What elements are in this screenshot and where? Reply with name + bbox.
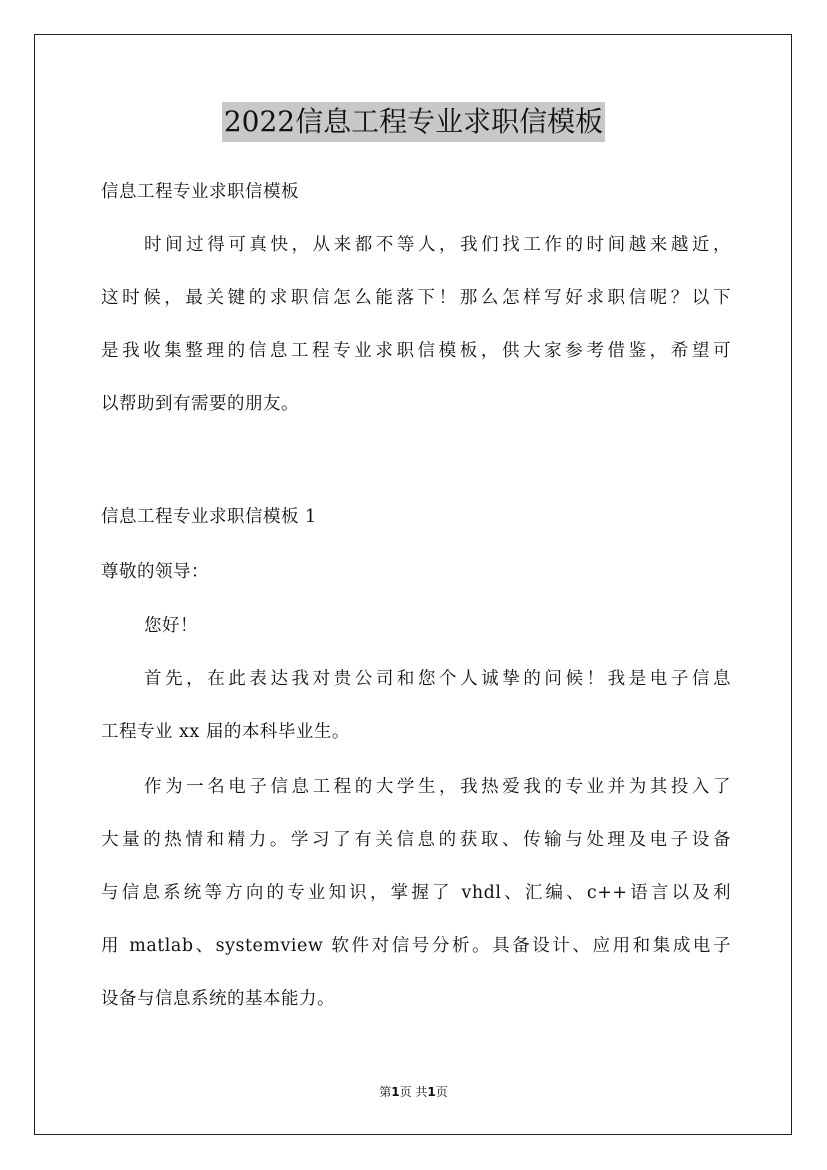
- footer-page-total: 1: [427, 1085, 436, 1099]
- intro-line-2: 这时候，最关键的求职信怎么能落下！那么怎样写好求职信呢？以下: [101, 288, 731, 308]
- document-title: 2022信息工程专业求职信模板: [222, 102, 605, 142]
- footer-page-suffix: 页: [435, 1085, 448, 1099]
- para2-line-1: 作为一名电子信息工程的大学生，我热爱我的专业并为其投入了: [144, 777, 731, 797]
- intro-line-3: 是我收集整理的信息工程专业求职信模板，供大家参考借鉴，希望可: [101, 341, 731, 361]
- para2-line-3: 与信息系统等方向的专业知识，掌握了 vhdl、汇编、c++语言以及利: [101, 883, 731, 903]
- greeting: [101, 600, 731, 653]
- para1-line-1: 首先，在此表达我对贵公司和您个人诚挚的问候！我是电子信息: [144, 669, 731, 689]
- intro-line-1: 时间过得可真快，从来都不等人，我们找工作的时间越来越近，: [144, 235, 731, 255]
- salutation-line: 尊敬的领导：: [101, 562, 209, 582]
- footer-page-number: 1: [391, 1085, 400, 1099]
- section-title-line: 信息工程专业求职信模板 1: [101, 507, 317, 527]
- para2-line-5: 设备与信息系统的基本能力。: [101, 989, 335, 1009]
- document-heading: [101, 166, 731, 219]
- greeting-line: 您好！: [144, 616, 198, 636]
- footer-page-mid: 页 共: [399, 1085, 428, 1099]
- footer-page-prefix: 第: [379, 1085, 392, 1099]
- para2-line-4: 用 matlab、systemview 软件对信号分析。具备设计、应用和集成电子: [101, 936, 731, 956]
- paragraph-1: [101, 653, 731, 759]
- intro-paragraph: [101, 219, 731, 431]
- heading-line: 信息工程专业求职信模板: [101, 182, 299, 202]
- para1-line-2: 工程专业 xx 届的本科毕业生。: [101, 722, 350, 742]
- section-title: [101, 491, 731, 544]
- title-container: [0, 102, 827, 142]
- paragraph-2: [101, 761, 731, 1026]
- page-footer: [0, 1083, 827, 1100]
- salutation: [101, 546, 731, 599]
- intro-line-4: 以帮助到有需要的朋友。: [101, 394, 299, 414]
- para2-line-2: 大量的热情和精力。学习了有关信息的获取、传输与处理及电子设备: [101, 830, 731, 850]
